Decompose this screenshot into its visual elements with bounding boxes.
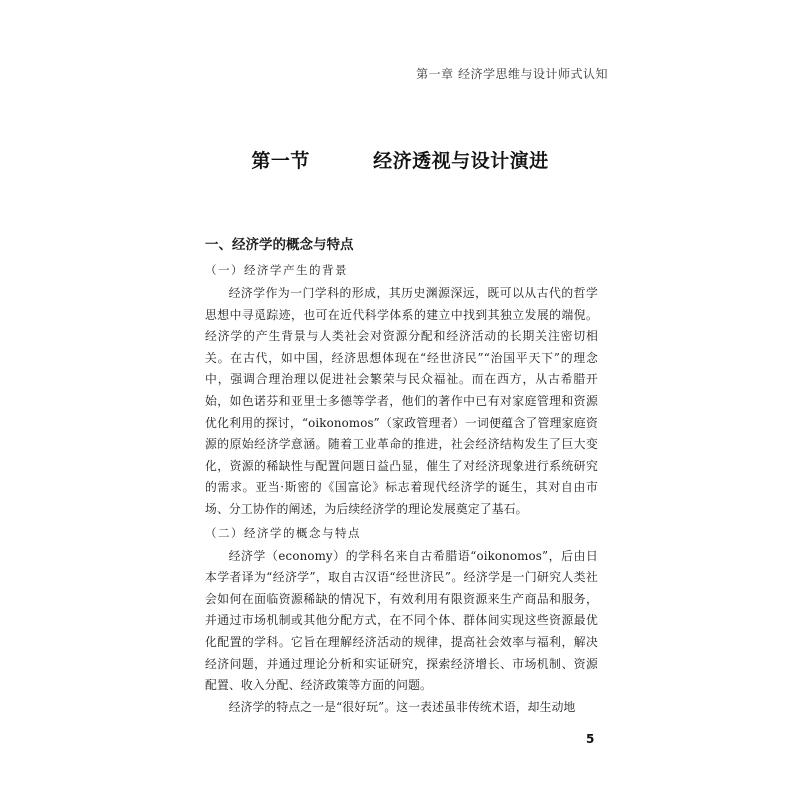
paragraph-background: 经济学作为一门学科的形成，其历史渊源深远，既可以从古代的哲学思想中寻觅踪迹，也可在近代科学体系的建立中找到其独立发展的端倪。经济学的产生背景与人类社会对资源分配和经济活动的长期关注密切相关。在古代，如中国，经济思想体现在“经世济民”“治国平天下”的理念中，强调合理治理以促进社会繁荣与民众福祉。而在西方，从古希腊开始，如色诺芬和亚里士多德等学者，他们的著作中已有对家庭管理和资源优化利用的探讨，“oikonomos”（家政管理者）一词便蕴含了管理家庭资源的原始经济学意涵。随着工业革命的推进，社会经济结构发生了巨大变化，资源的稀缺性与配置问题日益凸显，催生了对经济现象进行系统研究的需求。亚当·斯密的《国富论》标志着现代经济学的诞生，其对自由市场、分工协作的阐述，为后续经济学的理论发展奠定了基石。 (205, 286, 598, 516)
paragraph-concept: 经济学（economy）的学科名来自古希腊语“oikonomos”，后由日本学者译为“经济学”，取自古汉语“经世济民”。经济学是一门研究人类社会如何在面临资源稀缺的情况下，有效利用有限资源来生产商品和服务，并通过市场机制或其他分配方式，在不同个体、群体间实现这些资源最优化配置的学科。它旨在理解经济活动的规律，提高社会效率与福利，解决经济问题，并通过理论分析和实证研究，探索经济增长、市场机制、资源配置、收入分配、经济政策等方面的问题。 (205, 548, 598, 693)
section-title: 第一节 经济透视与设计演进 (251, 150, 549, 172)
paragraph-features: 经济学的特点之一是“很好玩”。这一表述虽非传统术语，却生动地 (228, 699, 576, 714)
running-header: 第一章 经济学思维与设计师式认知 (416, 67, 608, 81)
page-number: 5 (586, 732, 595, 746)
subsection-heading: 一、经济学的概念与特点 (205, 237, 354, 253)
body-content (205, 232, 598, 718)
part-heading-background: （一）经济学产生的背景 (205, 263, 348, 277)
part-heading-concept: （二）经济学的概念与特点 (205, 525, 361, 540)
